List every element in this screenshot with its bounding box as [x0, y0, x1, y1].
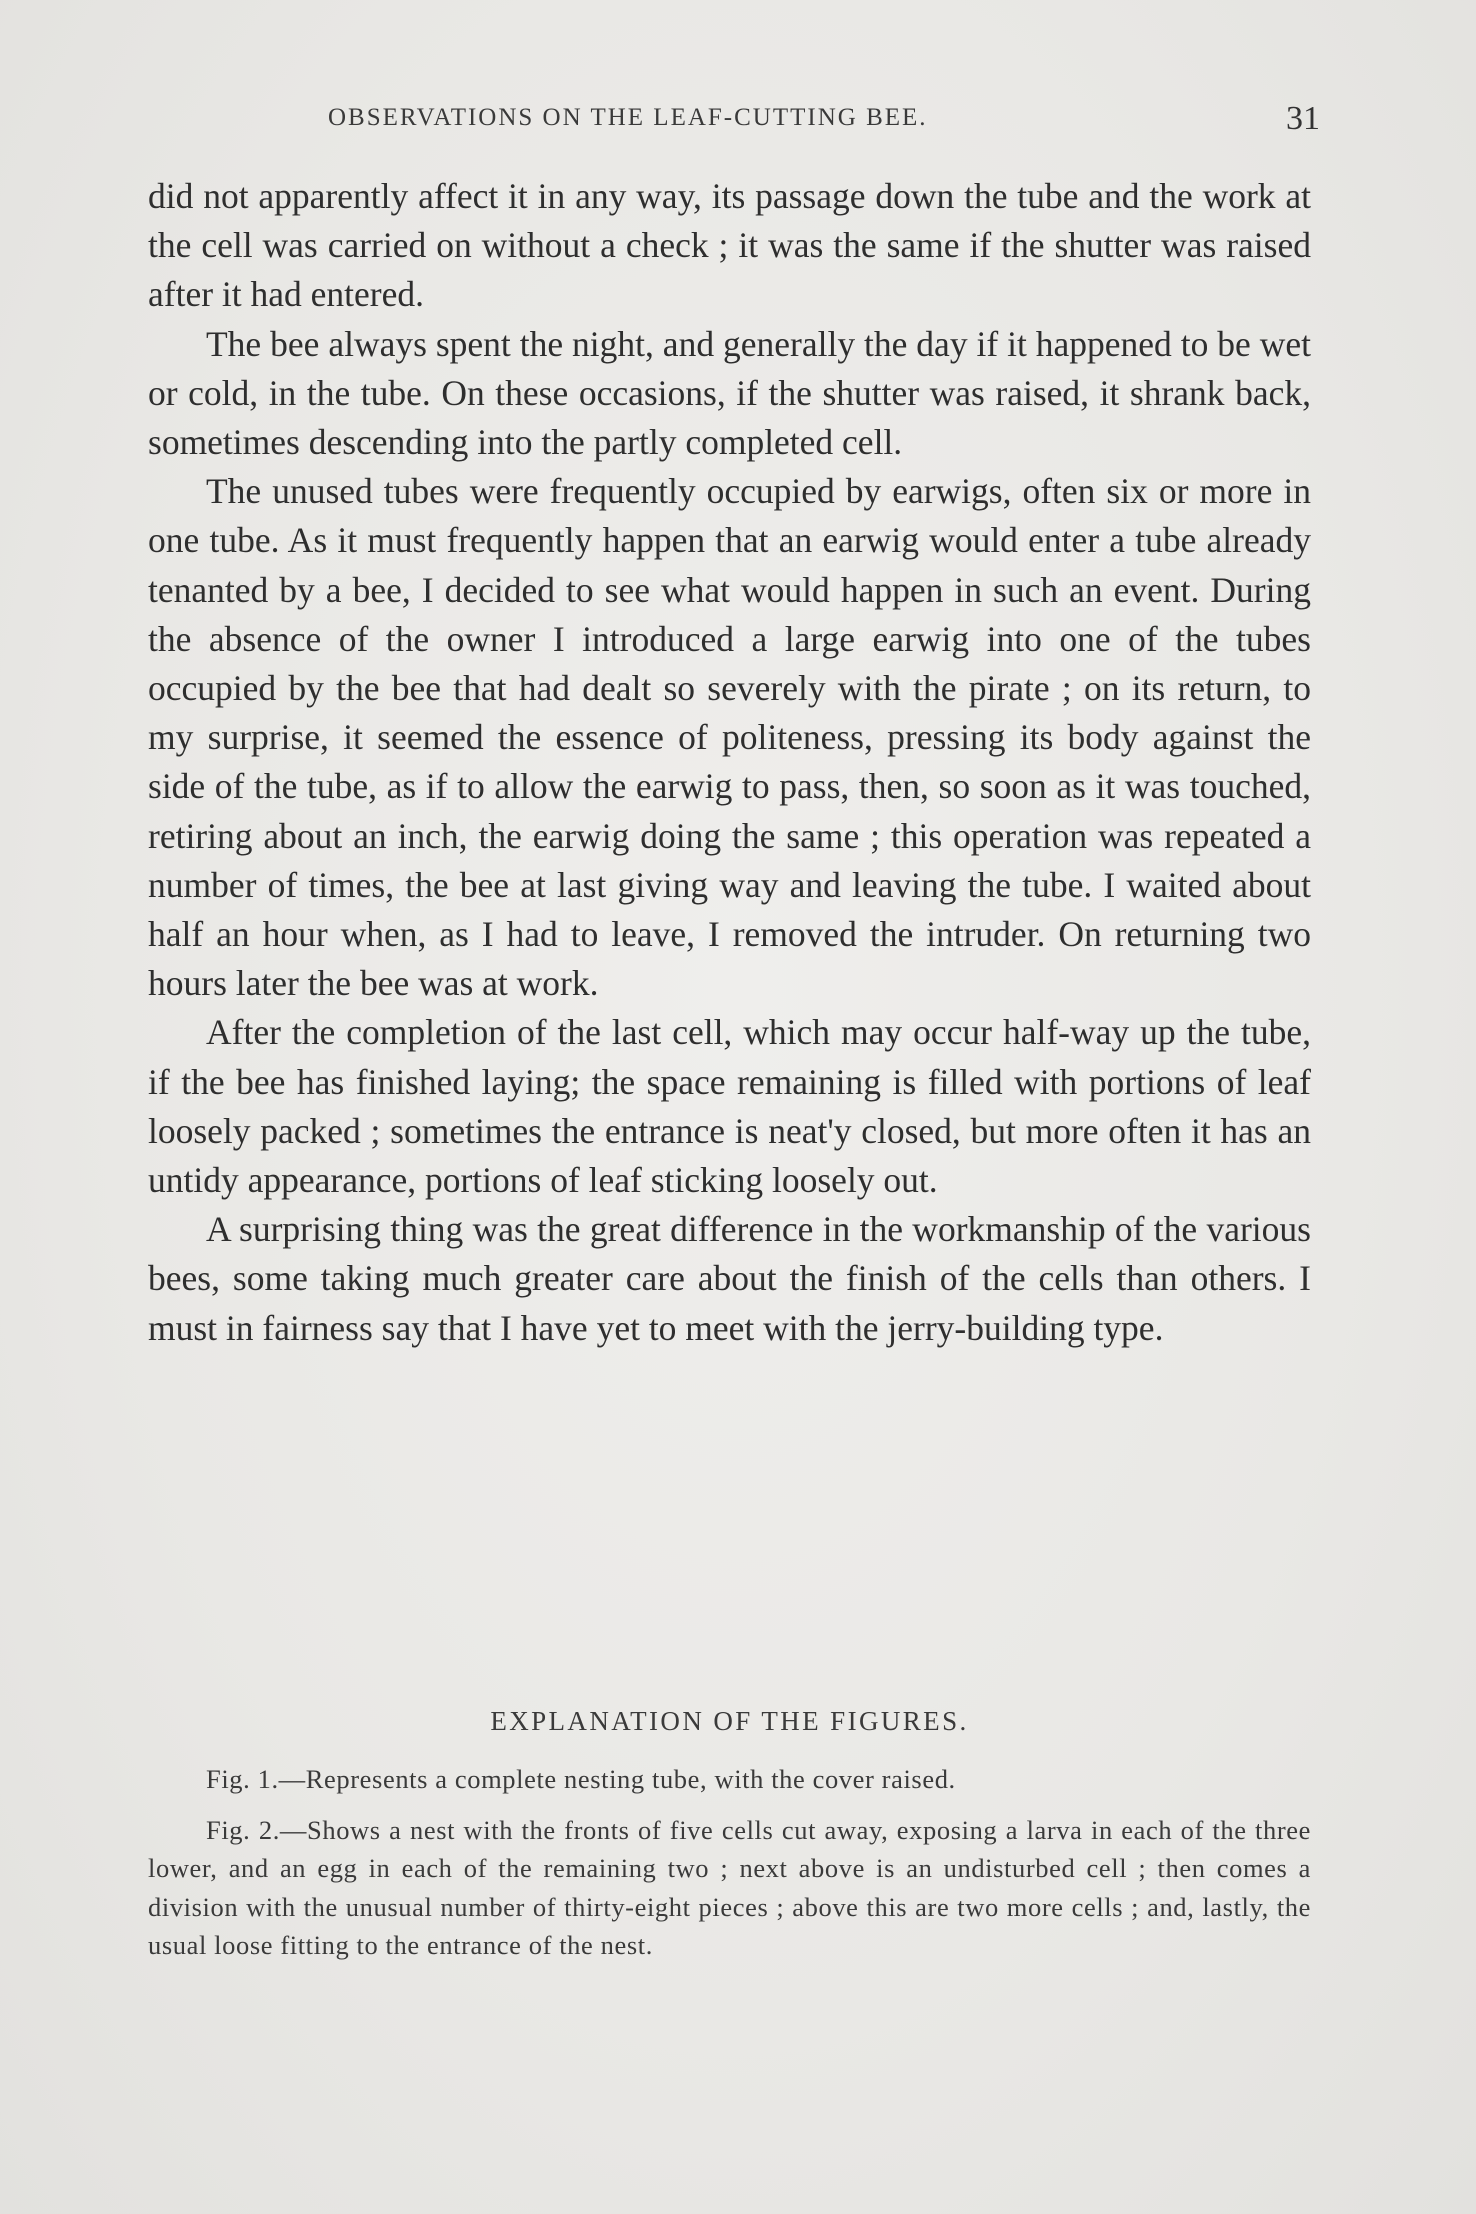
paragraph: The unused tubes were frequently occupied by earwigs, often six or more in one tube. As it must frequently happen that an earwig would enter a tube already tenanted by a bee, I decided to see what would happen in such an event. During the absence of the owner I introduced a large earwig into one of the tubes occupied by the bee that had dealt so severely with the pirate ; on its return, to my surprise, it seemed the essence of politeness, pressing its body against the side of the tube, as if to allow the earwig to pass, then, so soon as it was touched, retiring about an inch, the earwig doing the same ; this operation was repeated a number of times, the bee at last giving way and leaving the tube. I waited about half an hour when, as I had to leave, I removed the intruder. On returning two hours later the bee was at work.: [148, 471, 1311, 1004]
figure-captions: [148, 1760, 1311, 1977]
page-number: 31: [1286, 100, 1320, 137]
section-heading: EXPLANATION OF THE FIGURES.: [490, 1706, 969, 1736]
paragraph: The bee always spent the night, and generally the day if it happened to be wet or cold, in the tube. On these occasions, if the shutter was raised, it shrank back, sometimes descending into the partly completed cell.: [148, 323, 1311, 463]
body-text: [148, 172, 1311, 1353]
figure-caption: Fig. 2.—Shows a nest with the fronts of five cells cut away, exposing a larva in each of the three lower, and an egg in each of the remaining two ; next above is an undisturbed cell ; then comes a division with the unusual number of thirty-eight pieces ; above this are two more cells ; and, lastly, the usual loose fitting to the entrance of the nest.: [148, 1814, 1311, 1960]
paragraph: did not apparently affect it in any way, its passage down the tube and the work at the cell was carried on without a check ; it was the same if the shutter was raised after it had entered.: [148, 176, 1311, 315]
paragraph: A surprising thing was the great difference in the workmanship of the various bees, some taking much greater care about the finish of the cells than others. I must in fairness say that I have yet to meet with the jerry-building type.: [148, 1209, 1311, 1348]
paragraph: After the completion of the last cell, which may occur half-way up the tube, if the bee has finished laying; the space remaining is filled with portions of leaf loosely packed ; sometimes the entrance is neat'y closed, but more often it has an untidy appearance, portions of leaf sticking loosely out.: [148, 1012, 1311, 1201]
figure-caption: Fig. 1.—Represents a complete nesting tube, with the cover raised.: [206, 1764, 956, 1794]
running-head-title: OBSERVATIONS ON THE LEAF-CUTTING BEE.: [328, 104, 928, 131]
running-head: [152, 100, 1320, 144]
